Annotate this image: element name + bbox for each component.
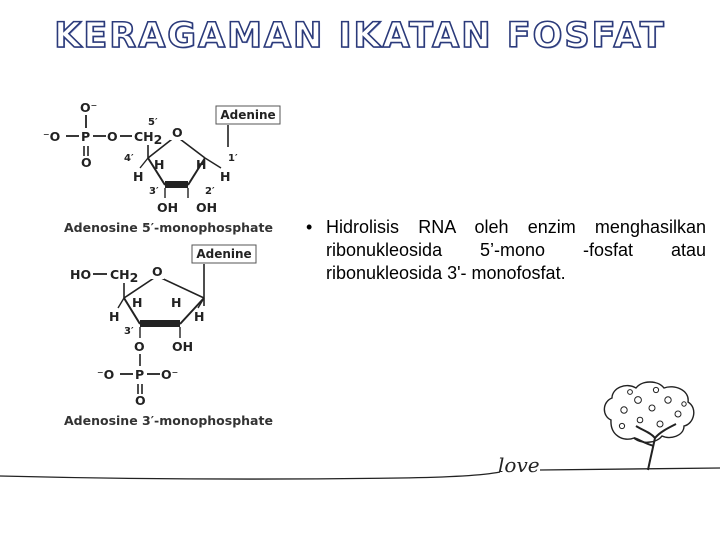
amp3-ho: HO — [70, 267, 92, 282]
bullet-marker: • — [306, 217, 313, 237]
amp3-ring-o: O — [152, 264, 163, 279]
amp3-o-3: O — [134, 339, 145, 354]
ground-line — [0, 472, 500, 479]
amp3-h-c4: H — [109, 309, 120, 324]
amp3-h-4: H — [132, 295, 143, 310]
amp5-num-3: 3′ — [149, 186, 159, 197]
bullet-text: Hidrolisis RNA oleh enzim menghasilkan ribonukleosida 5’-mono -fosfat atau ribonukleosida 3'- monofosfat. — [326, 217, 706, 283]
tree-icon — [604, 382, 693, 470]
amp3-adenine-label: Adenine — [196, 247, 252, 261]
amp5-ring-o: O — [172, 125, 183, 140]
amp3-h-c1: H — [194, 309, 205, 324]
amp3-h-1: H — [171, 295, 182, 310]
amp5-num-2: 2′ — [205, 186, 215, 197]
amp5-phosphorus: P — [81, 129, 91, 144]
amp5-oh-3: OH — [157, 200, 179, 215]
amp5-o-minus-left: ⁻O — [43, 129, 61, 144]
amp5-h-c4: H — [133, 169, 144, 184]
amp3-phosphorus: P — [135, 367, 145, 382]
amp3-oh-2: OH — [172, 339, 194, 354]
amp5-h-4: H — [154, 157, 165, 172]
amp5-o-double: O — [81, 155, 92, 170]
amp5-h-1: H — [196, 157, 207, 172]
decoration — [0, 380, 720, 540]
amp3-o-minus-right: O⁻ — [161, 367, 179, 382]
slide-title: KERAGAMAN IKATAN FOSFAT — [54, 16, 666, 56]
amp5-oh-2: OH — [196, 200, 218, 215]
amp5-structure — [43, 100, 280, 235]
amp3-o-double: O — [135, 393, 146, 408]
amp5-h-c1: H — [220, 169, 231, 184]
amp3-o-minus-left: ⁻O — [97, 367, 115, 382]
amp5-ch2: CH2 — [134, 129, 163, 147]
amp5-adenine-label: Adenine — [220, 108, 276, 122]
amp5-o-minus-top: O⁻ — [80, 100, 98, 115]
amp3-caption: Adenosine 3′-monophosphate — [64, 413, 273, 428]
amp5-caption: Adenosine 5′-monophosphate — [64, 220, 273, 235]
amp5-num-4: 4′ — [124, 153, 134, 164]
amp5-num-1: 1′ — [228, 153, 238, 164]
amp5-num-5: 5′ — [148, 117, 158, 128]
bullet-point — [306, 216, 706, 285]
amp5-o-bridge: O — [107, 129, 118, 144]
love-text: love — [498, 453, 540, 477]
amp3-num-3: 3′ — [124, 326, 134, 337]
amp3-ch2: CH2 — [110, 267, 139, 285]
